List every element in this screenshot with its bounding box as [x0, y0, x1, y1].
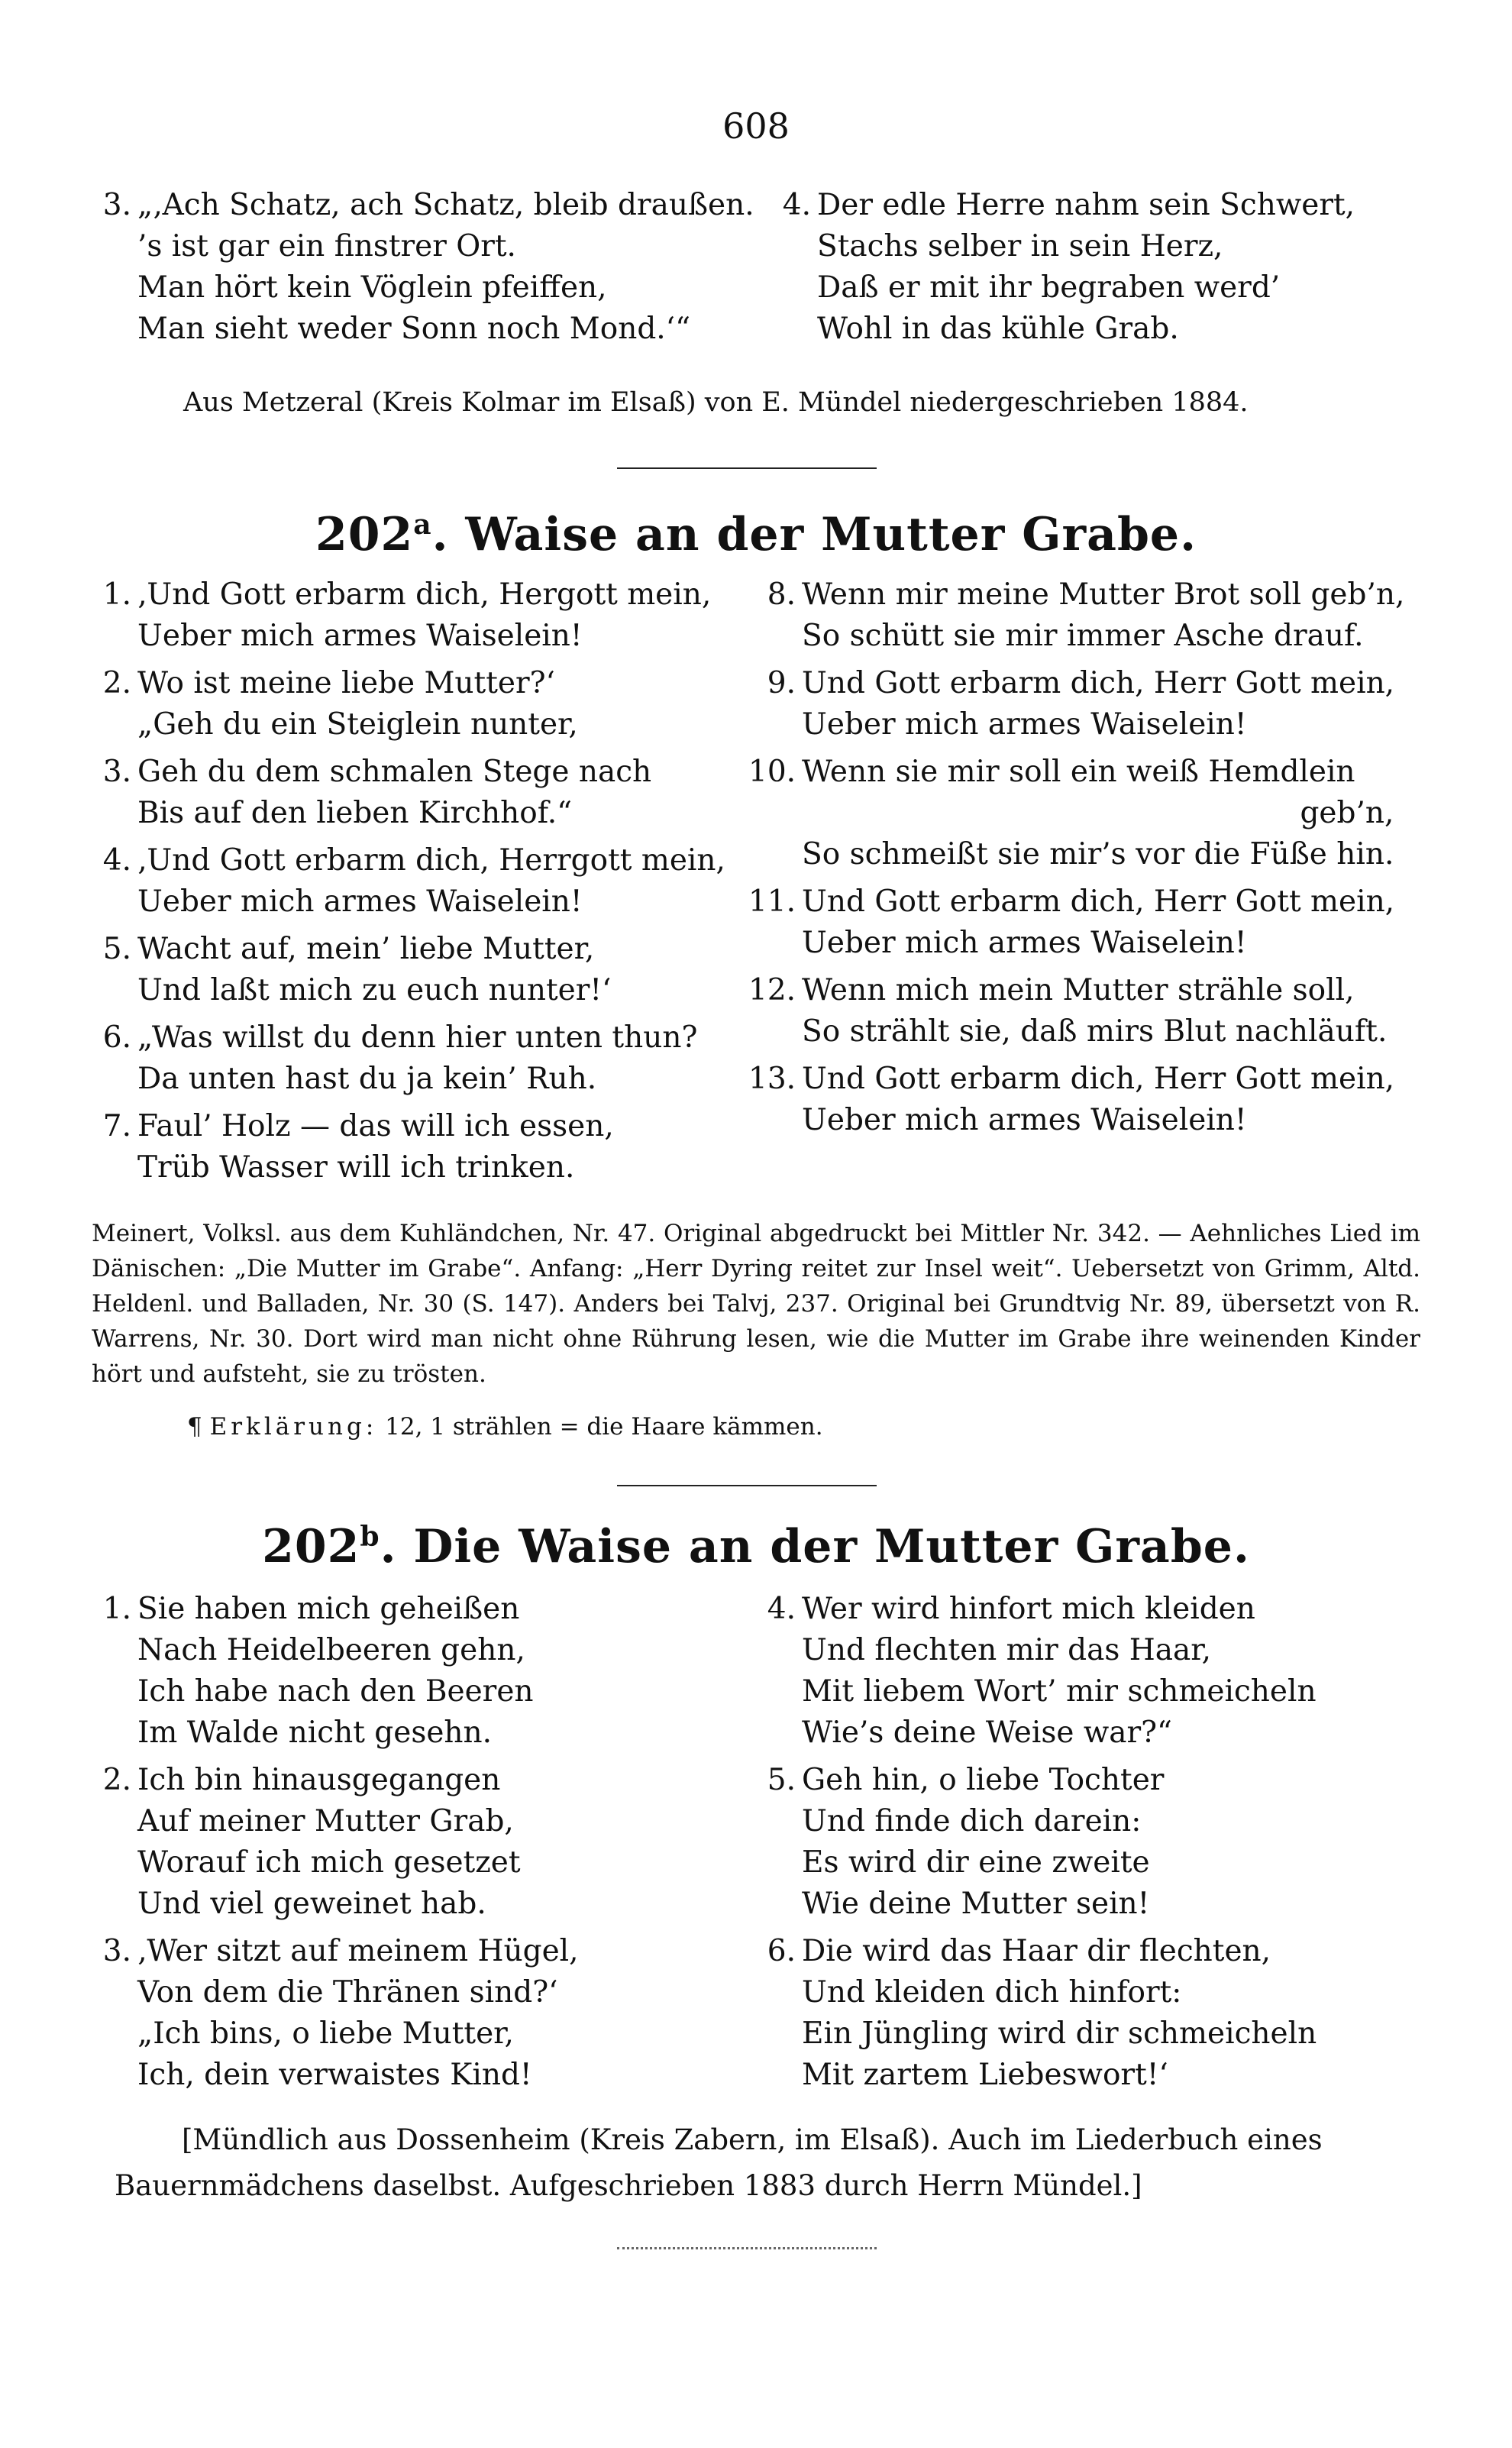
stanza	[84, 1931, 579, 2096]
stanza	[748, 752, 1404, 875]
song-a-notes: Meinert, Volksl. aus dem Kuhländchen, Nr. 47. Original abgedruckt bei Mittler Nr. 342. — Aehnliches Lied im Dänischen: „Die Mutter im Grabe“. Anfang: „Herr Dyring reitet zur Insel weit“. Uebersetzt von Grimm, Altd. Heldenl. und Balladen, Nr. 30 (S. 147). Anders bei Talvj, 237. Original bei Grundtvig Nr. 89, übersetzt von R. Warrens, Nr. 30. Dort wird man nicht ohne Rührung lesen, wie die Mutter im Grabe ihre weinenden Kinder hört und aufsteht, sie zu trösten.	[92, 1220, 1420, 1388]
stanza	[84, 663, 725, 745]
song-b-source-line2: Bauernmädchens daselbst. Aufgeschrieben 1883 durch Herrn Mündel.]	[115, 2169, 1142, 2202]
verse-line: Daß er mit ihr begraben werd’	[817, 270, 1281, 305]
verse-line: Ueber mich armes Waiselein!	[802, 926, 1247, 960]
verse-line: Es wird dir eine zweite	[802, 1845, 1150, 1880]
verse-line: Die wird das Haar dir flechten,	[802, 1934, 1271, 1968]
stanza-number: 2.	[102, 1763, 131, 1797]
verse-line: Worauf ich mich gesetzet	[137, 1845, 521, 1880]
song-b-right-column	[748, 1589, 1317, 2102]
song-b-left-column	[84, 1589, 579, 2102]
verse-line: Wo ist meine liebe Mutter?‘	[137, 666, 555, 700]
verse-line: Von dem die Thränen sind?‘	[137, 1975, 558, 2010]
stanza-number: 3.	[102, 755, 131, 789]
stanza	[748, 970, 1404, 1053]
verse-line: Stachs selber in sein Herz,	[817, 229, 1223, 264]
stanza-number: 5.	[102, 932, 131, 966]
verse-line: So schmeißt sie mir’s vor die Füße hin.	[802, 837, 1394, 872]
verse-line: Wohl in das kühle Grab.	[817, 312, 1179, 346]
prev-song-left-column	[84, 185, 754, 356]
stanza	[748, 1760, 1317, 1925]
verse-line: Wenn mich mein Mutter strähle soll,	[802, 973, 1355, 1007]
song-b-source-line1: [Mündlich aus Dossenheim (Kreis Zabern, im Elsaß). Auch im Liederbuch eines	[182, 2123, 1323, 2156]
section-divider	[617, 467, 877, 469]
stanza	[84, 929, 725, 1011]
song-a-suffix: a	[413, 509, 432, 541]
verse-line: Nach Heidelbeeren gehn,	[137, 1633, 525, 1667]
verse-line: So schütt sie mir immer Asche drauf.	[802, 619, 1364, 653]
verse-line: Wie deine Mutter sein!	[802, 1887, 1150, 1921]
explanation-text: 12, 1 strählen = die Haare kämmen.	[385, 1413, 823, 1441]
stanza-number: 9.	[767, 666, 796, 700]
stanza-number: 8.	[767, 577, 796, 612]
stanza	[84, 1106, 725, 1188]
section-divider	[617, 1485, 877, 1486]
verse-line: Mit liebem Wort’ mir schmeicheln	[802, 1674, 1317, 1709]
stanza-number: 13.	[748, 1062, 796, 1096]
song-a-heading: Waise an der Mutter Grabe.	[465, 508, 1197, 561]
song-a-explanation	[187, 1413, 823, 1441]
stanza	[84, 574, 725, 657]
stanza-number: 2.	[102, 666, 131, 700]
verse-line: Und viel geweinet hab.	[137, 1887, 486, 1921]
verse-line: Mit zartem Liebeswort!‘	[802, 2058, 1168, 2092]
stanza	[84, 752, 725, 834]
stanza	[764, 185, 1355, 350]
verse-line: Ich bin hinausgegangen	[137, 1763, 501, 1797]
end-divider	[617, 2247, 877, 2249]
verse-line: Und laßt mich zu euch nunter!‘	[137, 973, 612, 1007]
verse-line: Der edle Herre nahm sein Schwert,	[817, 188, 1355, 222]
verse-line: „Was willst du denn hier unten thun?	[137, 1020, 698, 1055]
stanza	[84, 1589, 579, 1754]
verse-line: Ueber mich armes Waiselein!	[137, 619, 583, 653]
stanza-number: 12.	[748, 973, 796, 1007]
stanza-number: 4.	[102, 843, 131, 878]
song-b-number: 202	[262, 1520, 360, 1573]
verse-line: geb’n,	[1300, 796, 1394, 830]
verse-line: So strählt sie, daß mirs Blut nachläuft.	[802, 1014, 1388, 1049]
stanza	[748, 574, 1404, 657]
verse-line: „Geh du ein Steiglein nunter,	[137, 707, 578, 742]
stanza	[84, 185, 754, 350]
verse-line: ‚Und Gott erbarm dich, Hergott mein,	[137, 577, 712, 612]
verse-line: Und finde dich darein:	[802, 1804, 1142, 1838]
stanza-number: 1.	[102, 1592, 131, 1626]
verse-line: Und flechten mir das Haar,	[802, 1633, 1212, 1667]
verse-line: ‚Und Gott erbarm dich, Herrgott mein,	[137, 843, 725, 878]
stanza	[84, 840, 725, 923]
verse-line: Ich, dein verwaistes Kind!	[137, 2058, 532, 2092]
stanza	[748, 1931, 1317, 2096]
verse-line: Und Gott erbarm dich, Herr Gott mein,	[802, 1062, 1395, 1096]
explanation-label: Erklärung:	[209, 1413, 378, 1441]
page-number: 608	[722, 105, 790, 147]
verse-line: Trüb Wasser will ich trinken.	[137, 1150, 575, 1185]
stanza-number: 3.	[102, 1934, 131, 1968]
prev-song-right-column	[764, 185, 1355, 356]
stanza-number: 1.	[102, 577, 131, 612]
pilcrow-icon: ¶	[187, 1413, 202, 1441]
verse-line: Ueber mich armes Waiselein!	[802, 707, 1247, 742]
stanza-number: 10.	[748, 755, 796, 789]
stanza	[748, 663, 1404, 745]
verse-line: Geh du dem schmalen Stege nach	[137, 755, 652, 789]
verse-line: ‚Wer sitzt auf meinem Hügel,	[137, 1934, 579, 1968]
verse-line: Ich habe nach den Beeren	[137, 1674, 534, 1709]
stanza	[748, 1589, 1317, 1754]
song-b-suffix: b	[360, 1521, 380, 1553]
stanza-number: 3.	[102, 188, 131, 222]
stanza-number: 6.	[767, 1934, 796, 1968]
verse-line: „Ich bins, o liebe Mutter,	[137, 2016, 514, 2051]
stanza-number: 4.	[782, 188, 811, 222]
verse-line: Man hört kein Vöglein pfeiffen,	[137, 270, 607, 305]
verse-line: Faul’ Holz — das will ich essen,	[137, 1109, 614, 1143]
stanza	[748, 1059, 1404, 1141]
verse-line: Da unten hast du ja kein’ Ruh.	[137, 1062, 597, 1096]
stanza-number: 5.	[767, 1763, 796, 1797]
verse-line: Ueber mich armes Waiselein!	[137, 884, 583, 919]
song-a-title: 202$^a$. Waise an der Mutter Grabe.	[315, 508, 1197, 561]
verse-line: Wie’s deine Weise war?“	[802, 1716, 1172, 1750]
stanza	[84, 1017, 725, 1100]
stanza	[84, 1760, 579, 1925]
stanza-number: 7.	[102, 1109, 131, 1143]
verse-line: „‚Ach Schatz, ach Schatz, bleib draußen.	[137, 188, 754, 222]
verse-line: Ueber mich armes Waiselein!	[802, 1103, 1247, 1137]
verse-line: Wenn sie mir soll ein weiß Hemdlein	[802, 755, 1355, 789]
song-a-number: 202	[315, 508, 414, 561]
verse-line: Bis auf den lieben Kirchhof.“	[137, 796, 573, 830]
verse-line: Wacht auf, mein’ liebe Mutter,	[137, 932, 595, 966]
verse-line: Auf meiner Mutter Grab,	[137, 1804, 514, 1838]
verse-line: Und kleiden dich hinfort:	[802, 1975, 1182, 2010]
song-a-right-column	[748, 574, 1404, 1147]
stanza-number: 4.	[767, 1592, 796, 1626]
song-b-heading: Die Waise an der Mutter Grabe.	[413, 1520, 1250, 1573]
stanza-number: 11.	[748, 884, 796, 919]
verse-line: Und Gott erbarm dich, Herr Gott mein,	[802, 884, 1395, 919]
verse-line: Geh hin, o liebe Tochter	[802, 1763, 1165, 1797]
verse-line: Und Gott erbarm dich, Herr Gott mein,	[802, 666, 1395, 700]
verse-line: ’s ist gar ein finstrer Ort.	[137, 229, 516, 264]
verse-line: Im Walde nicht gesehn.	[137, 1716, 493, 1750]
song-b-title: 202$^b$. Die Waise an der Mutter Grabe.	[262, 1520, 1250, 1573]
song-a-left-column	[84, 574, 725, 1195]
stanza	[748, 881, 1404, 964]
verse-line: Wer wird hinfort mich kleiden	[802, 1592, 1255, 1626]
verse-line: Sie haben mich geheißen	[137, 1592, 520, 1626]
verse-line: Wenn mir meine Mutter Brot soll geb’n,	[802, 577, 1405, 612]
stanza-number: 6.	[102, 1020, 131, 1055]
prev-song-source: Aus Metzeral (Kreis Kolmar im Elsaß) von E. Mündel niedergeschrieben 1884.	[183, 387, 1249, 418]
verse-line: Man sieht weder Sonn noch Mond.‘“	[137, 312, 691, 346]
verse-line: Ein Jüngling wird dir schmeicheln	[802, 2016, 1317, 2051]
